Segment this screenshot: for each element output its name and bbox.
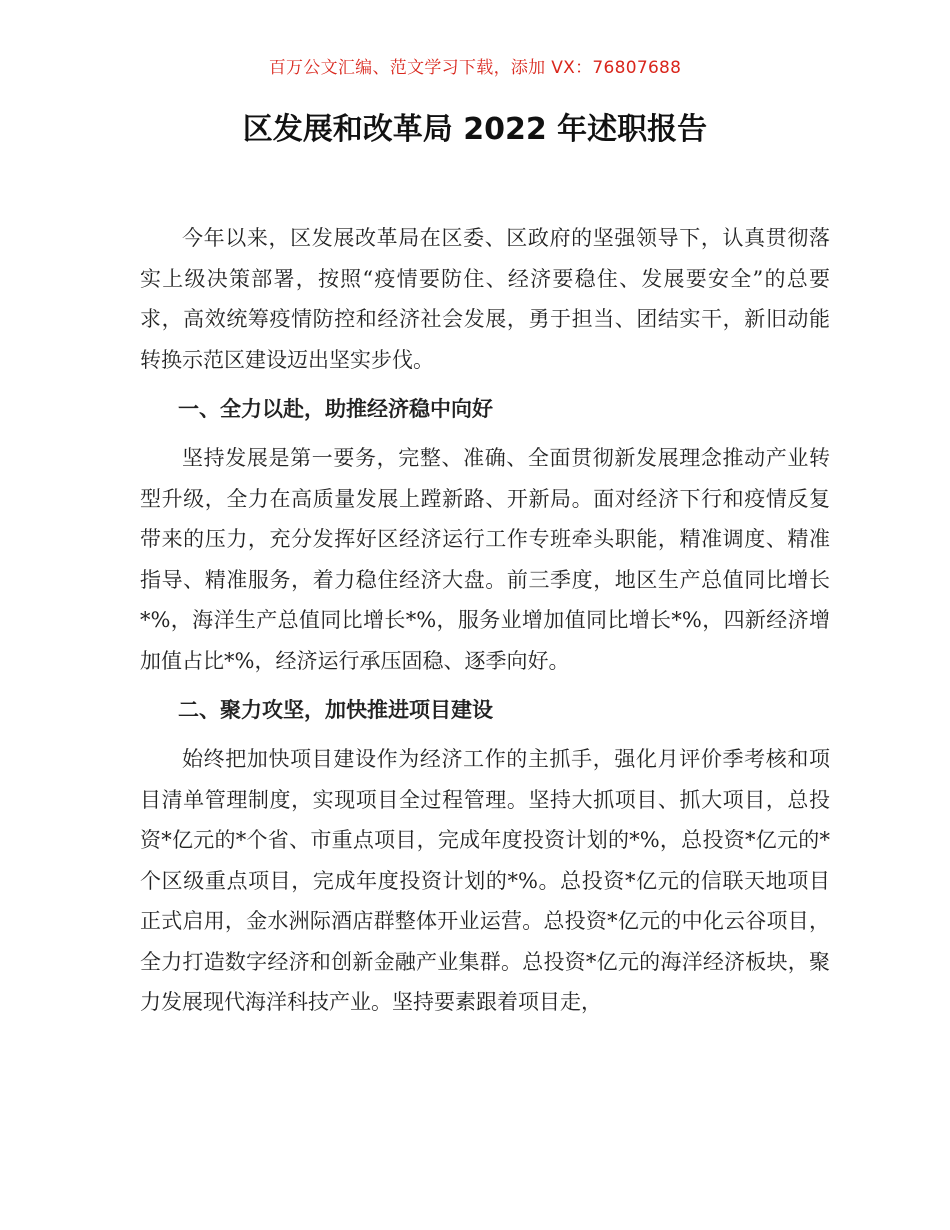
section-paragraph-2: 始终把加快项目建设作为经济工作的主抓手，强化月评价季考核和项目清单管理制度，实现项目全过程管理。坚持大抓项目、抓大项目，总投资*亿元的*个省、市重点项目，完成年度投资计划的*%，总投资*亿元的*个区级重点项目，完成年度投资计划的*%。总投资*亿元的信联天地项目正式启用，金水洲际酒店群整体开业运营。总投资*亿元的中化云谷项目，全力打造数字经济和创新金融产业集群。总投资*亿元的海洋经济板块，聚力发展现代海洋科技产业。坚持要素跟着项目走，: [140, 747, 830, 1014]
section-heading-2: 二、聚力攻坚，加快推进项目建设: [178, 698, 493, 722]
document-title: 区发展和改革局 2022 年述职报告: [242, 112, 708, 147]
watermark-banner: 百万公文汇编、范文学习下载，添加 VX：76807688: [268, 58, 682, 78]
document-body: [140, 218, 830, 1023]
section-paragraph-1: 坚持发展是第一要务，完整、准确、全面贯彻新发展理念推动产业转型升级，全力在高质量发展上蹚新路、开新局。面对经济下行和疫情反复带来的压力，充分发挥好区经济运行工作专班牵头职能，精准调度、精准指导、精准服务，着力稳住经济大盘。前三季度，地区生产总值同比增长*%，海洋生产总值同比增长*%，服务业增加值同比增长*%，四新经济增加值占比*%，经济运行承压固稳、逐季向好。: [140, 446, 830, 673]
intro-paragraph: 今年以来，区发展改革局在区委、区政府的坚强领导下，认真贯彻落实上级决策部署，按照“疫情要防住、经济要稳住、发展要安全”的总要求，高效统筹疫情防控和经济社会发展，勇于担当、团结实干，新旧动能转换示范区建设迈出坚实步伐。: [140, 226, 830, 372]
section-heading-1: 一、全力以赴，助推经济稳中向好: [178, 397, 493, 421]
